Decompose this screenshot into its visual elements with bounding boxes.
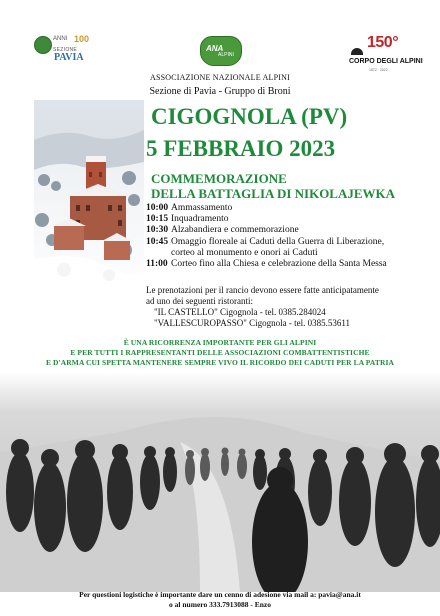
corpo-alpini-150-logo (349, 34, 423, 74)
ana-logo (198, 36, 244, 66)
notice-line-1: È UNA RICORRENZA IMPORTANTE PER GLI ALPINI (123, 338, 317, 347)
schedule-row (146, 203, 416, 214)
schedule-time: 10:30 (146, 225, 169, 236)
event-location: CIGOGNOLA (PV) (151, 104, 348, 129)
footer-contact-line-2: o al numero 333.7913088 - Enzo (169, 600, 271, 609)
logo-ana: ANA (206, 44, 224, 53)
schedule-desc: Ammassamento (171, 203, 233, 213)
schedule (146, 203, 416, 270)
logo-anni: ANNI (53, 36, 68, 42)
schedule-desc: Inquadramento (171, 214, 229, 225)
notice-line-2: E PER TUTTI I RAPPRESENTANTI DELLE ASSOCIAZIONI COMBATTENTISTICHE (70, 348, 370, 357)
alpini-badge-icon (34, 36, 52, 54)
section-name: Sezione di Pavia - Gruppo di Broni (149, 86, 291, 97)
event-subtitle-1: COMMEMORAZIONE (151, 171, 287, 186)
logo-corpo: CORPO DEGLI ALPINI (349, 58, 423, 65)
logo-sezione: SEZIONE (53, 47, 78, 53)
schedule-time: 11:00 (146, 259, 168, 270)
association-name: ASSOCIAZIONE NAZIONALE ALPINI (149, 73, 290, 82)
logo-alpini: ALPINI (218, 52, 234, 58)
schedule-time (146, 248, 171, 259)
schedule-time: 10:15 (146, 214, 169, 225)
logo-years: 1872 · 2022 (369, 68, 388, 72)
schedule-row (146, 259, 416, 270)
schedule-row (146, 214, 416, 225)
schedule-row (146, 248, 416, 259)
alpine-hat-icon (351, 48, 363, 55)
event-date: 5 FEBBRAIO 2023 (146, 136, 336, 161)
schedule-time: 10:45 (146, 236, 169, 247)
logo-hundred: 100 (74, 34, 90, 44)
event-subtitle-2: DELLA BATTAGLIA DI NIKOLAJEWKA (151, 186, 396, 201)
restaurant-vallescuropasso: "VALLESCUROPASSO" Cigognola - tel. 0385.53611 (154, 318, 351, 328)
notice-line-3: E D'ARMA CUI SPETTA MANTENERE SEMPRE VIVO IL RICORDO DEI CADUTI PER LA PATRIA (45, 358, 395, 367)
logo-pavia: PAVIA (54, 52, 84, 63)
booking-info (146, 285, 426, 329)
schedule-time: 10:00 (146, 203, 169, 213)
schedule-desc: Corteo fino alla Chiesa e celebrazione della Santa Messa (171, 259, 387, 270)
schedule-row (146, 225, 416, 236)
restaurant-castello: "IL CASTELLO" Cigognola - tel. 0385.284024 (154, 307, 326, 317)
booking-line-2: ad uno dei seguenti ristoranti: (146, 296, 253, 306)
soldiers-march-photo (0, 372, 440, 592)
schedule-desc: corteo al monumento e onori ai Caduti (171, 247, 318, 258)
sezione-pavia-logo (34, 34, 100, 68)
booking-line-1: Le prenotazioni per il rancio devono essere fatte anticipatamente (146, 285, 379, 295)
logo-150: 150° (367, 34, 399, 51)
schedule-desc: Omaggio floreale ai Caduti della Guerra di Liberazione, (171, 236, 385, 247)
schedule-desc: Alzabandiera e commemorazione (171, 225, 299, 236)
footer-contact-line-1: Per questioni logistiche è importante dare un cenno di adesione via mail a: pavia@ana.it (79, 590, 361, 599)
snowy-castle-image (34, 100, 144, 300)
schedule-row (146, 237, 416, 248)
